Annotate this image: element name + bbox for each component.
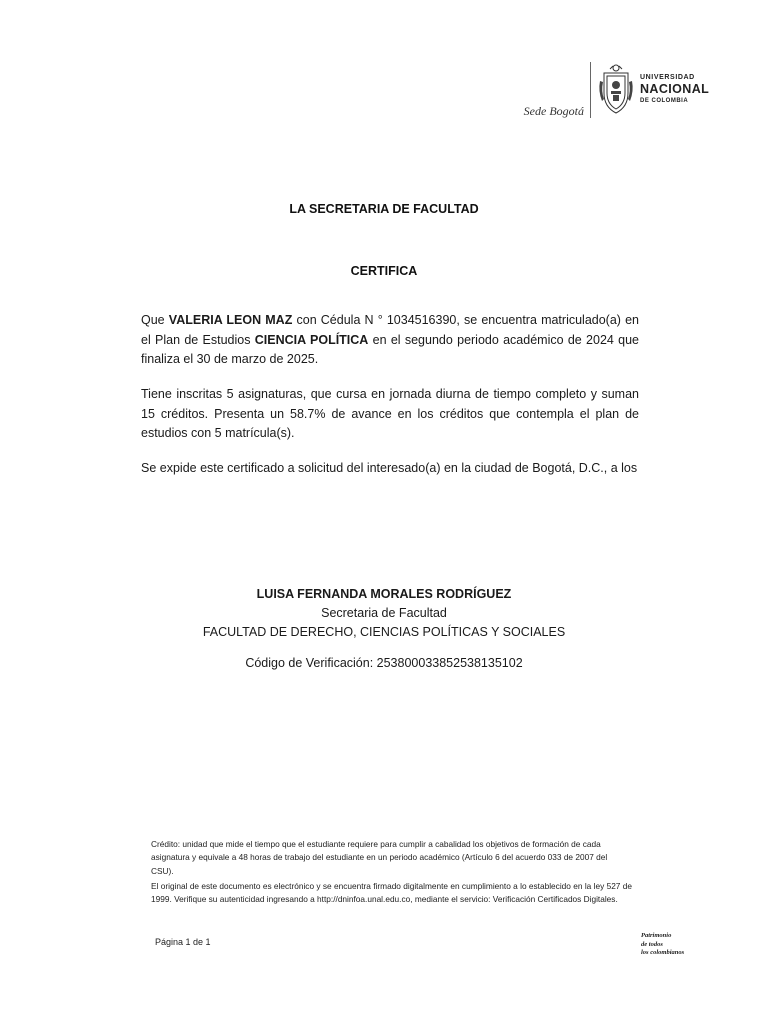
paragraph-enrollment bbox=[141, 311, 639, 370]
document-title: LA SECRETARIA DE FACULTAD bbox=[289, 202, 479, 216]
p1-text-3: en el segundo periodo académico de 2024 que finaliza el 30 de marzo de 2025. bbox=[141, 332, 640, 366]
logo-divider bbox=[590, 62, 591, 118]
paragraph-credits: Tiene inscritas 5 asignaturas, que cursa en jornada diurna de tiempo completo y suman 15 créditos. Presenta un 58.7% de avance en los créditos que contempla el plan de estudios con 5 matrícula(s). bbox=[141, 387, 639, 440]
student-name: VALERIA LEON MAZ bbox=[168, 313, 293, 327]
patrimonio-line2: de todos bbox=[641, 940, 663, 948]
paragraph-issued: Se expide este certificado a solicitud del interesado(a) en la ciudad de Bogotá, D.C., a los bbox=[141, 461, 638, 475]
university-line1: UNIVERSIDAD bbox=[640, 74, 695, 81]
sede-label: Sede Bogotá bbox=[523, 104, 584, 118]
p1-text-1: Que bbox=[141, 313, 169, 327]
credit-note: Crédito: unidad que mide el tiempo que el estudiante requiere para cumplir a cabalidad los objetivos de formación de cada asignatura y equivale a 48 horas de trabajo del estudiante en un periodo académico (Artículo 6 del acuerdo 033 de 2007 del CSU). bbox=[151, 839, 608, 876]
university-seal-icon bbox=[596, 63, 636, 115]
program-name: CIENCIA POLÍTICA bbox=[254, 332, 369, 347]
patrimonio-line1: Patrimonio bbox=[641, 932, 672, 939]
signatory-faculty: FACULTAD DE DERECHO, CIENCIAS POLÍTICAS Y SOCIALES bbox=[202, 625, 566, 639]
patrimonio-line3: los colombianos bbox=[641, 949, 685, 956]
signatory-name: LUISA FERNANDA MORALES RODRÍGUEZ bbox=[256, 587, 512, 601]
university-wordmark bbox=[640, 74, 720, 104]
signatory-role: Secretaria de Facultad bbox=[321, 606, 447, 620]
original-note: El original de este documento es electrónico y se encuentra firmado digitalmente en cumplimiento a lo establecido en la ley 527 de 1999. Verifique su autenticidad ingresando a http://dninfoa.unal.edu.co, mediante el servicio: Verificación Certificados Digitales. bbox=[151, 881, 632, 905]
university-line3: DE COLOMBIA bbox=[640, 97, 689, 104]
p1-text-2: con Cédula N ° 1034516390, se encuentra matriculado(a) en el Plan de Estudios bbox=[141, 313, 639, 347]
university-line2: NACIONAL bbox=[640, 82, 710, 96]
certifica-heading: CERTIFICA bbox=[350, 264, 418, 278]
verification-code: Código de Verificación: 253800033852538135102 bbox=[245, 656, 523, 670]
patrimonio-slogan bbox=[641, 932, 711, 958]
page-number: Página 1 de 1 bbox=[155, 937, 211, 947]
